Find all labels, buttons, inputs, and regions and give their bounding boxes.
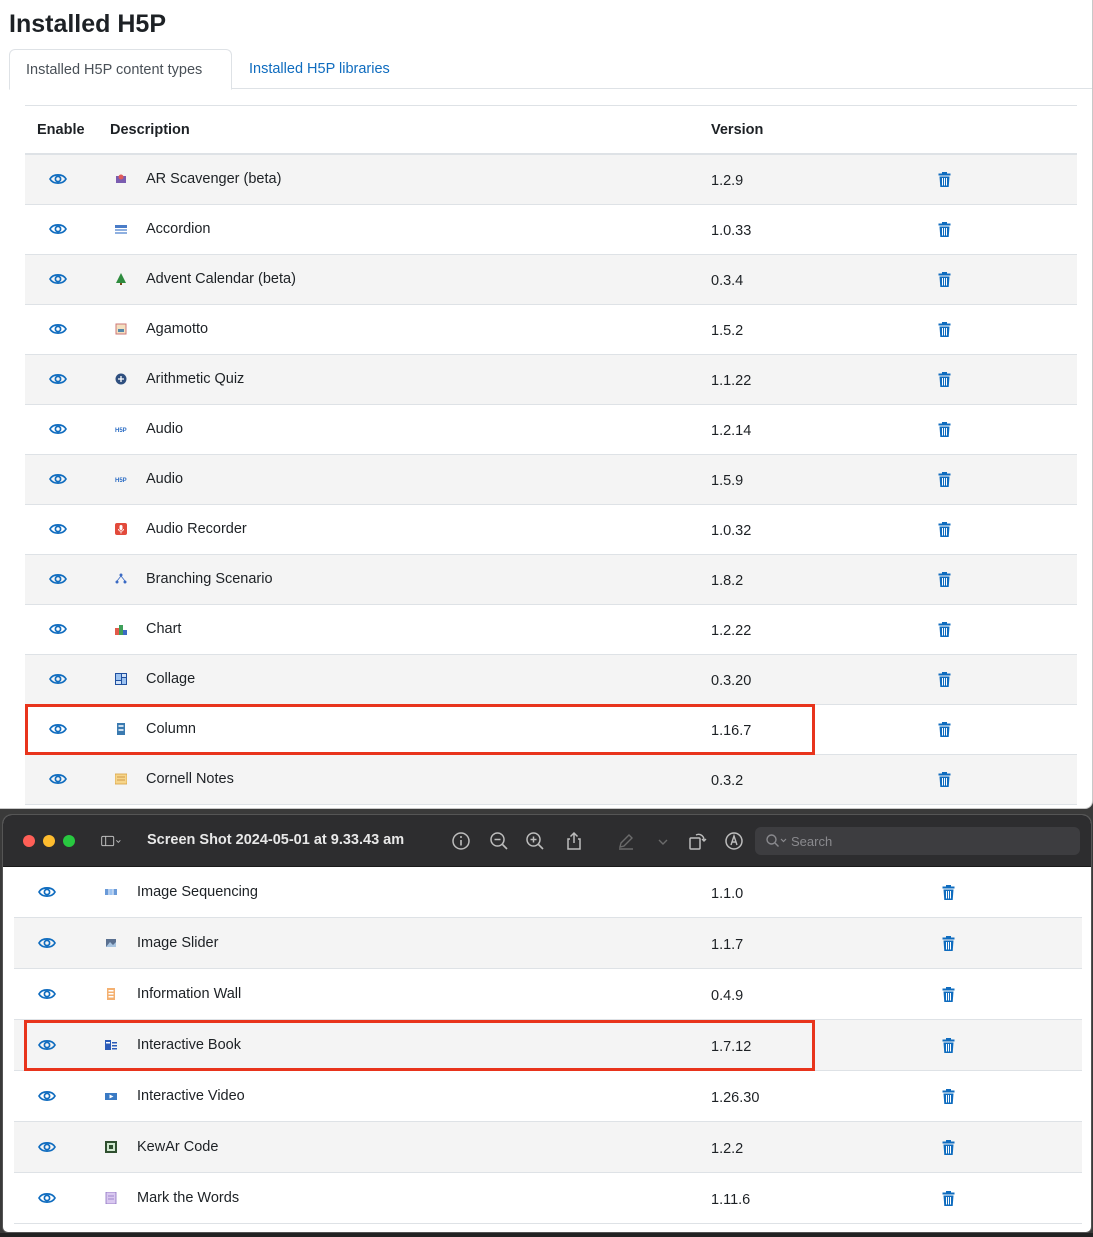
info-icon[interactable] <box>451 831 471 851</box>
table-row <box>25 705 1077 755</box>
table-row <box>25 205 1077 255</box>
preview-table-body <box>14 867 1082 1224</box>
version-value: 0.3.2 <box>711 773 744 789</box>
table-row <box>25 255 1077 305</box>
agamotto-icon <box>115 323 127 335</box>
collage-icon <box>115 673 127 685</box>
eye-icon[interactable] <box>49 622 67 636</box>
table-row <box>25 405 1077 455</box>
content-type-name: AR Scavenger (beta) <box>146 171 282 187</box>
notes-icon <box>115 773 127 785</box>
microphone-icon <box>115 523 127 535</box>
eye-icon[interactable] <box>49 472 67 486</box>
content-type-name: Image Slider <box>137 935 219 951</box>
trash-icon[interactable] <box>942 1140 955 1155</box>
version-value: 1.0.33 <box>711 223 752 239</box>
version-value: 1.1.22 <box>711 373 752 389</box>
content-types-table <box>25 105 1077 805</box>
preview-titlebar <box>3 815 1091 867</box>
content-type-name: Audio <box>146 421 184 437</box>
ar-scavenger-icon <box>115 173 127 185</box>
eye-icon[interactable] <box>49 322 67 336</box>
content-type-name: Accordion <box>146 221 211 237</box>
interactive-video-icon <box>105 1090 117 1102</box>
eye-icon[interactable] <box>49 272 67 286</box>
trash-icon[interactable] <box>942 987 955 1002</box>
content-type-name: Chart <box>146 621 182 637</box>
table-row <box>25 505 1077 555</box>
version-value: 1.16.7 <box>711 723 752 739</box>
trash-icon[interactable] <box>938 672 951 687</box>
page-title: Installed H5P <box>9 10 166 38</box>
column-icon <box>115 723 127 735</box>
version-value: 1.0.32 <box>711 523 752 539</box>
markup-pen-icon[interactable] <box>616 831 636 851</box>
trash-icon[interactable] <box>938 622 951 637</box>
content-type-name: Interactive Book <box>137 1037 241 1053</box>
qr-code-icon <box>105 1141 117 1153</box>
table-row <box>25 355 1077 405</box>
table-row <box>14 1020 1082 1071</box>
close-window-button[interactable] <box>23 835 35 847</box>
trash-icon[interactable] <box>938 472 951 487</box>
table-row <box>25 655 1077 705</box>
eye-icon[interactable] <box>38 885 56 899</box>
table-header <box>25 106 1077 155</box>
eye-icon[interactable] <box>49 722 67 736</box>
trash-icon[interactable] <box>938 322 951 337</box>
eye-icon[interactable] <box>38 1038 56 1052</box>
table-row <box>25 455 1077 505</box>
table-row <box>14 969 1082 1020</box>
h5p-icon <box>115 473 127 485</box>
eye-icon[interactable] <box>49 672 67 686</box>
table-row <box>14 1071 1082 1122</box>
eye-icon[interactable] <box>49 772 67 786</box>
mark-words-icon <box>105 1192 117 1204</box>
version-value: 1.8.2 <box>711 573 744 589</box>
content-type-name: Collage <box>146 671 196 687</box>
markup-toolbar-icon[interactable] <box>724 831 744 851</box>
version-value: 1.5.2 <box>711 323 744 339</box>
search-icon <box>765 833 787 849</box>
eye-icon[interactable] <box>38 936 56 950</box>
trash-icon[interactable] <box>938 222 951 237</box>
tab-bar <box>9 49 1092 89</box>
accordion-icon <box>115 223 127 235</box>
version-value: 1.26.30 <box>711 1090 760 1106</box>
trash-icon[interactable] <box>942 1038 955 1053</box>
content-type-name: Image Sequencing <box>137 884 258 900</box>
content-type-name: Audio <box>146 471 184 487</box>
trash-icon[interactable] <box>942 885 955 900</box>
version-value: 1.5.9 <box>711 473 744 489</box>
background-terminal-strip <box>0 1233 1093 1237</box>
table-row <box>14 867 1082 918</box>
image-sequencing-icon <box>105 886 117 898</box>
content-type-name: Interactive Video <box>137 1088 245 1104</box>
eye-icon[interactable] <box>49 222 67 236</box>
version-value: 1.1.7 <box>711 937 744 953</box>
zoom-window-button[interactable] <box>63 835 75 847</box>
information-wall-icon <box>105 988 117 1000</box>
content-type-name: Column <box>146 721 196 737</box>
h5p-icon <box>115 423 127 435</box>
branching-icon <box>115 573 127 585</box>
trash-icon[interactable] <box>938 572 951 587</box>
eye-icon[interactable] <box>49 572 67 586</box>
content-type-name: Arithmetic Quiz <box>146 371 245 387</box>
interactive-book-icon <box>105 1039 117 1051</box>
eye-icon[interactable] <box>38 987 56 1001</box>
trash-icon[interactable] <box>938 272 951 287</box>
table-row <box>14 1173 1082 1224</box>
trash-icon[interactable] <box>938 172 951 187</box>
table-body <box>25 155 1077 805</box>
version-value: 0.3.4 <box>711 273 744 289</box>
content-type-name: Branching Scenario <box>146 571 273 587</box>
eye-icon[interactable] <box>38 1140 56 1154</box>
version-value: 1.1.0 <box>711 886 744 902</box>
header-description: Description <box>110 122 190 138</box>
table-row <box>25 605 1077 655</box>
advent-tree-icon <box>115 273 127 285</box>
preview-window-title: Screen Shot 2024-05-01 at 9.33.43 am <box>147 832 405 848</box>
version-value: 0.3.20 <box>711 673 752 689</box>
chart-icon <box>115 623 127 635</box>
svg-text:H5P: H5P <box>115 478 127 484</box>
chevron-down-icon[interactable] <box>653 831 673 851</box>
version-value: 1.2.14 <box>711 423 752 439</box>
content-type-name: KewAr Code <box>137 1139 219 1155</box>
header-version: Version <box>711 122 764 138</box>
trash-icon[interactable] <box>938 522 951 537</box>
minimize-window-button[interactable] <box>43 835 55 847</box>
tab-content-types[interactable]: Installed H5P content types <box>9 49 232 90</box>
version-value: 1.2.22 <box>711 623 752 639</box>
version-value: 0.4.9 <box>711 988 744 1004</box>
eye-icon[interactable] <box>38 1089 56 1103</box>
content-type-name: Agamotto <box>146 321 209 337</box>
image-slider-icon <box>105 937 117 949</box>
trash-icon[interactable] <box>938 772 951 787</box>
content-type-name: Cornell Notes <box>146 771 234 787</box>
tab-libraries[interactable]: Installed H5P libraries <box>249 61 390 77</box>
table-row <box>14 1122 1082 1173</box>
trash-icon[interactable] <box>938 372 951 387</box>
rotate-icon[interactable] <box>687 831 707 851</box>
search-field[interactable] <box>755 827 1080 855</box>
eye-icon[interactable] <box>49 522 67 536</box>
trash-icon[interactable] <box>942 936 955 951</box>
share-icon[interactable] <box>564 831 584 851</box>
search-placeholder: Search <box>791 834 833 849</box>
table-row <box>14 918 1082 969</box>
version-value: 1.2.2 <box>711 1141 744 1157</box>
trash-icon[interactable] <box>938 422 951 437</box>
sidebar-toggle-icon[interactable] <box>101 831 121 851</box>
content-type-name: Information Wall <box>137 986 242 1002</box>
eye-icon[interactable] <box>38 1191 56 1205</box>
preview-window <box>2 814 1092 1233</box>
trash-icon[interactable] <box>942 1191 955 1206</box>
trash-icon[interactable] <box>942 1089 955 1104</box>
header-enable: Enable <box>37 122 85 138</box>
table-row <box>25 555 1077 605</box>
content-type-name: Advent Calendar (beta) <box>146 271 296 287</box>
content-type-name: Audio Recorder <box>146 521 247 537</box>
table-row <box>25 755 1077 805</box>
svg-text:H5P: H5P <box>115 428 127 434</box>
zoom-in-icon[interactable] <box>525 831 545 851</box>
eye-icon[interactable] <box>49 172 67 186</box>
table-row <box>25 155 1077 205</box>
trash-icon[interactable] <box>938 722 951 737</box>
eye-icon[interactable] <box>49 372 67 386</box>
version-value: 1.7.12 <box>711 1039 752 1055</box>
zoom-out-icon[interactable] <box>489 831 509 851</box>
version-value: 1.2.9 <box>711 173 744 189</box>
content-type-name: Mark the Words <box>137 1190 240 1206</box>
arithmetic-icon <box>115 373 127 385</box>
table-row <box>25 305 1077 355</box>
version-value: 1.11.6 <box>711 1192 751 1208</box>
eye-icon[interactable] <box>49 422 67 436</box>
